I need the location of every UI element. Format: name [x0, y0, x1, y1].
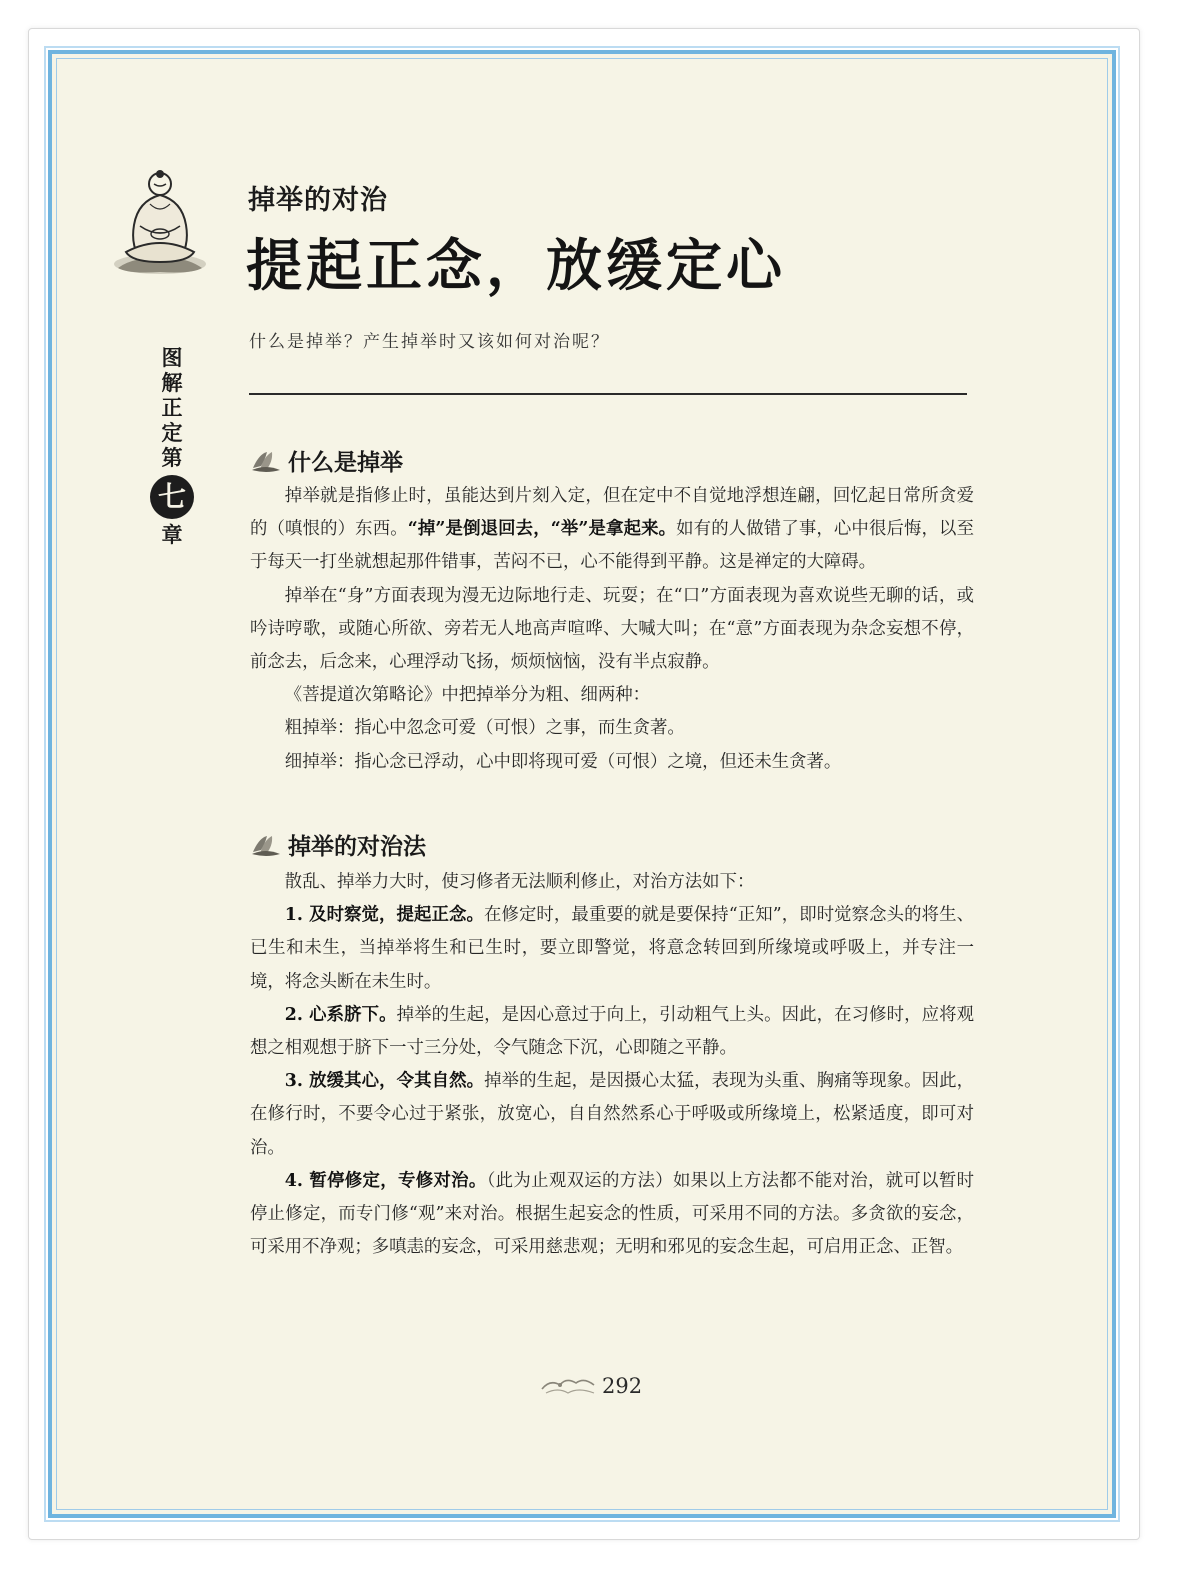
- list-item: [250, 999, 974, 1065]
- page-footer: [540, 1374, 642, 1398]
- paragraph-text: 掉举就是指修止时，虽能达到片刻入定，但在定中不自觉地浮想连翩，回忆起日常所贪爱的（嗔恨的）东西。: [250, 486, 974, 540]
- paragraph: 粗掉举：指心中忽念可爱（可恨）之事，而生贪著。: [284, 718, 685, 739]
- buddha-illustration-icon: [110, 168, 210, 278]
- chapter-tab: [148, 346, 196, 548]
- list-item-text: 掉举的生起，是因摄心太猛，表现为头重、胸痛等现象。因此，在修行时，不要令心过于紧张，放宽心，自自然然系心于呼吸或所缘境上，松紧适度，即可对治。: [250, 1071, 974, 1158]
- paragraph: [250, 480, 974, 580]
- chapter-tab-char: 章: [161, 523, 183, 547]
- chapter-tab-char: 定: [161, 421, 183, 445]
- list-item: [250, 1065, 974, 1165]
- section1-body: [250, 480, 974, 779]
- page-title: 提起正念，放缓定心: [246, 233, 786, 299]
- title-divider: [249, 393, 967, 395]
- paragraph: 细掉举：指心念已浮动，心中即将现可爱（可恨）之境，但还未生贪著。: [284, 751, 842, 772]
- chapter-tab-char: 解: [161, 371, 183, 395]
- section-kicker-title: 掉举的对治: [248, 185, 388, 216]
- page-subtitle: 什么是掉举？产生掉举时又该如何对治呢？: [249, 332, 610, 352]
- section-heading-what-is: [250, 444, 403, 477]
- lotus-icon: [250, 832, 284, 858]
- chapter-number-badge: 七: [150, 475, 194, 519]
- list-item-bold: 1. 及时察觉，提起正念。: [284, 905, 484, 926]
- list-item-bold: 4. 暂停修定，专修对治。: [284, 1170, 487, 1191]
- paragraph-bold-text: “掉”是倒退回去，“举”是拿起来。: [407, 519, 677, 540]
- list-item: [250, 1165, 974, 1265]
- page-number: 292: [602, 1374, 643, 1398]
- section-heading-remedies: [250, 828, 426, 861]
- section-heading-text: 什么是掉举: [288, 449, 403, 476]
- lotus-icon: [250, 448, 284, 474]
- chapter-tab-char: 图: [161, 346, 183, 370]
- chapter-tab-char: 第: [161, 446, 183, 470]
- list-item-text: 掉举的生起，是因心意过于向上，引动粗气上头。因此，在习修时，应将观想之相观想于脐下一寸三分处，令气随念下沉，心即随之平静。: [250, 1004, 974, 1059]
- list-item-text: 在修定时，最重要的就是要保持“正知”，即时觉察念头的将生、已生和未生，当掉举将生和已生时，要立即警觉，将意念转回到所缘境或呼吸上，并专注一境，将念头断在未生时。: [250, 905, 974, 992]
- list-item-bold: 2. 心系脐下。: [284, 1004, 397, 1025]
- list-item-bold: 3. 放缓其心，令其自然。: [284, 1071, 485, 1092]
- paragraph: 散乱、掉举力大时，使习修者无法顺利修止，对治方法如下：: [284, 872, 755, 892]
- section-heading-text: 掉举的对治法: [288, 833, 426, 860]
- list-item: [250, 899, 974, 999]
- paragraph-text: 如有的人做错了事，心中很后悔，以至于每天一打坐就想起那件错事，苦闷不已，心不能得到平静。这是禅定的大障碍。: [250, 519, 974, 573]
- paragraph: 《菩提道次第略论》中把掉举分为粗、细两种：: [284, 685, 651, 706]
- list-item-text: （此为止观双运的方法）如果以上方法都不能对治，就可以暂时停止修定，而专门修“观”来对治。根据生起妄念的性质，可采用不同的方法。多贪欲的妄念，可采用不净观；多嗔恚的妄念，可采用慈悲观；无明和邪见的妄念生起，可启用正念、正智。: [250, 1170, 974, 1258]
- chapter-tab-char: 正: [161, 396, 183, 420]
- section2-body: [250, 866, 974, 1264]
- cloud-ornament-icon: [540, 1375, 598, 1397]
- paragraph: 掉举在“身”方面表现为漫无边际地行走、玩耍；在“口”方面表现为喜欢说些无聊的话，或吟诗哼歌，或随心所欲、旁若无人地高声喧哗、大喊大叫；在“意”方面表现为杂念妄想不停，前念去，后念来，心理浮动飞扬，烦烦恼恼，没有半点寂静。: [250, 585, 974, 673]
